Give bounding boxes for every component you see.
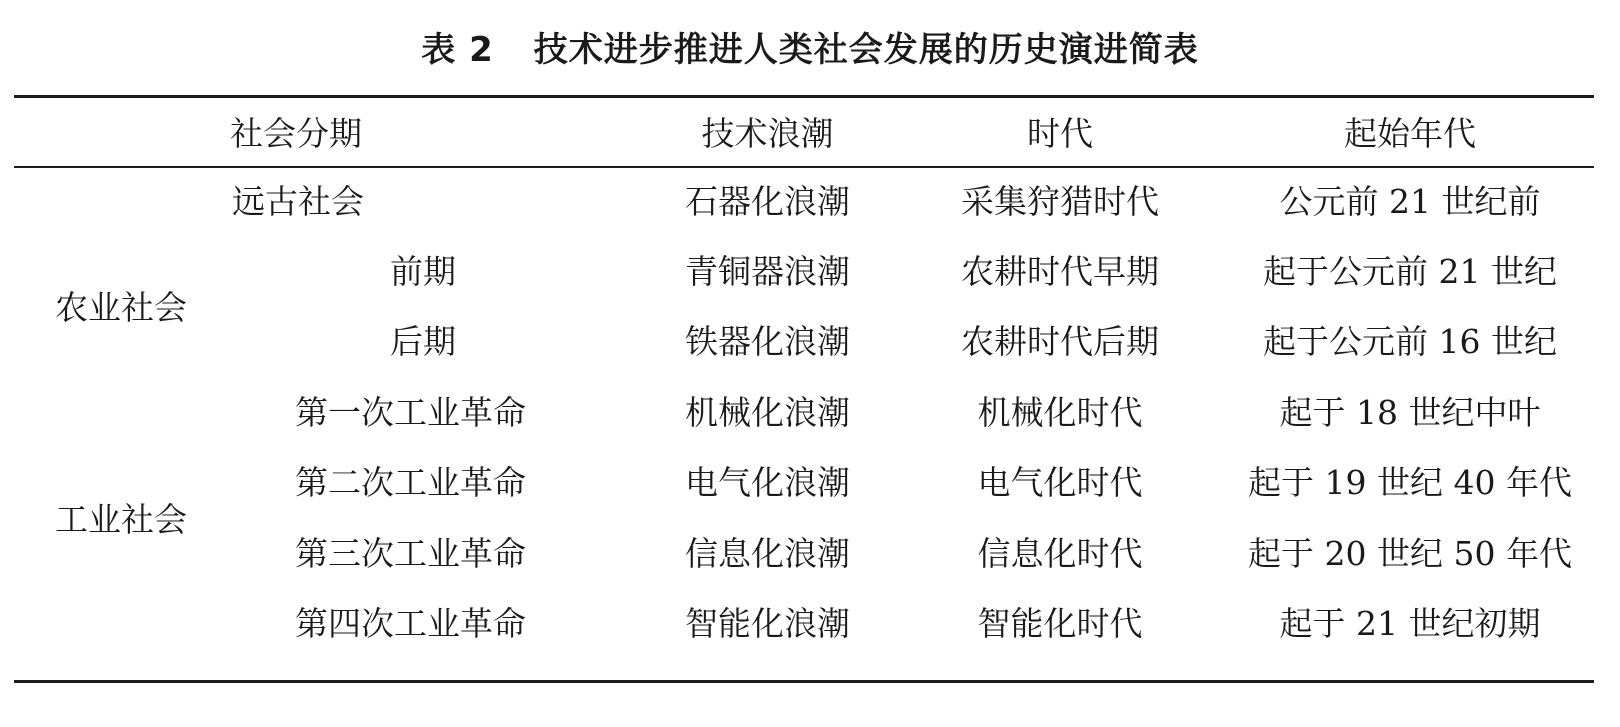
row-wave: 机械化浪潮 [685, 393, 850, 432]
row-wave: 青铜器浪潮 [685, 252, 850, 291]
header-period: 社会分期 [230, 114, 362, 153]
group-agriculture: 农业社会 [55, 288, 187, 327]
row-era: 农耕时代后期 [961, 322, 1159, 361]
table-number: 表 2 [421, 30, 494, 70]
table-caption [0, 22, 1620, 71]
row-start: 起于 21 世纪初期 [1279, 604, 1541, 643]
row-wave: 信息化浪潮 [685, 534, 850, 573]
row-period: 前期 [390, 252, 456, 291]
top-rule [14, 95, 1594, 98]
table-title: 技术进步推进人类社会发展的历史演进简表 [533, 30, 1199, 70]
header-rule [14, 166, 1594, 168]
header-era: 时代 [1027, 114, 1093, 153]
row-era: 采集狩猎时代 [961, 182, 1159, 221]
row-wave: 石器化浪潮 [685, 182, 850, 221]
row-start: 起于 20 世纪 50 年代 [1248, 534, 1572, 573]
row-wave: 铁器化浪潮 [685, 322, 850, 361]
row-era: 智能化时代 [977, 604, 1143, 643]
header-wave: 技术浪潮 [701, 114, 834, 153]
row-period: 第三次工业革命 [295, 534, 526, 573]
bottom-rule [14, 680, 1594, 683]
row-start: 起于公元前 16 世纪 [1263, 322, 1557, 361]
row-start: 起于 19 世纪 40 年代 [1248, 463, 1572, 502]
row-wave: 智能化浪潮 [685, 604, 850, 643]
row-period: 第二次工业革命 [295, 463, 526, 502]
row-period: 第一次工业革命 [295, 393, 526, 432]
row-period: 后期 [390, 322, 456, 361]
group-industrial: 工业社会 [55, 500, 187, 539]
row-start: 起于公元前 21 世纪 [1263, 252, 1557, 291]
row-era: 信息化时代 [977, 534, 1143, 573]
header-start: 起始年代 [1344, 114, 1476, 153]
row-start: 公元前 21 世纪前 [1279, 182, 1541, 221]
row-era: 农耕时代早期 [961, 252, 1159, 291]
row-era: 机械化时代 [977, 393, 1143, 432]
row-wave: 电气化浪潮 [685, 463, 850, 502]
row-period: 第四次工业革命 [295, 604, 526, 643]
row-era: 电气化时代 [977, 463, 1143, 502]
row-period: 远古社会 [232, 182, 364, 221]
row-start: 起于 18 世纪中叶 [1279, 393, 1541, 432]
